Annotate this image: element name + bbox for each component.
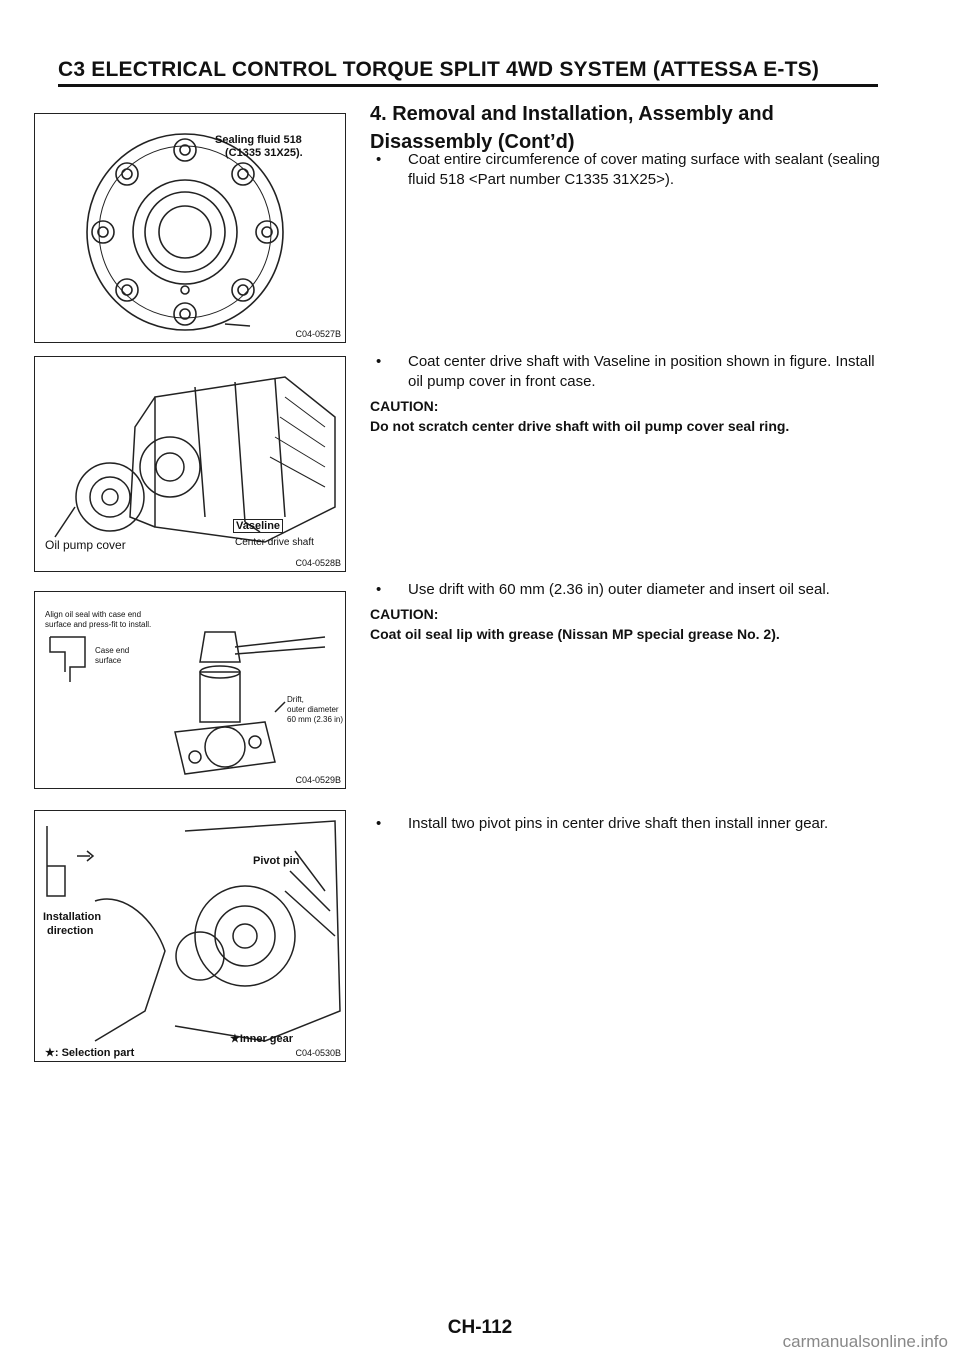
bullet: •	[376, 581, 382, 598]
instruction-2	[370, 352, 890, 436]
section-title-line2: Disassembly (Cont’d)	[370, 131, 575, 153]
label-drift-3: 60 mm (2.36 in)	[287, 715, 344, 724]
label-case-end-2: surface	[95, 656, 122, 665]
section-title-line1: 4. Removal and Installation, Assembly and	[370, 103, 774, 125]
instruction-text: Coat entire circumference of cover mating surface with sealant (sealing fluid 518 <Part number C1335 31X25>).	[408, 151, 880, 188]
figure-code: C04-0527B	[295, 329, 341, 339]
bullet: •	[376, 353, 382, 370]
instruction-4	[370, 814, 890, 834]
label-vaseline: Vaseline	[233, 519, 283, 533]
figure-oil-seal-drift	[34, 591, 346, 789]
label-direction: direction	[47, 925, 94, 937]
label-installation: Installation	[43, 911, 102, 923]
figure-code: C04-0528B	[295, 558, 341, 568]
instruction-text: Coat center drive shaft with Vaseline in position shown in figure. Install oil pump cover in front case.	[408, 353, 875, 390]
label-sealing-fluid: Sealing fluid 518	[215, 134, 302, 146]
figure-cover-sealant	[34, 113, 346, 343]
figure-code: C04-0529B	[295, 775, 341, 785]
label-inner-gear: ★Inner gear	[230, 1033, 294, 1045]
instruction-1	[370, 150, 890, 190]
instruction-text: Use drift with 60 mm (2.36 in) outer diameter and insert oil seal.	[408, 581, 830, 598]
instruction-3	[370, 580, 890, 644]
label-drift-1: Drift,	[287, 695, 304, 704]
watermark: carmanualsonline.info	[782, 1332, 948, 1351]
label-oil-pump-cover: Oil pump cover	[45, 538, 126, 552]
label-pivot-pin: Pivot pin	[253, 855, 300, 867]
instruction-text: Install two pivot pins in center drive shaft then install inner gear.	[408, 815, 829, 832]
label-sealing-part: (C1335 31X25).	[225, 147, 303, 159]
figure-pivot-pin-inner-gear	[34, 810, 346, 1062]
caution-label: CAUTION:	[370, 398, 439, 414]
caution-label: CAUTION:	[370, 606, 439, 622]
label-align-oil-seal-2: surface and press-fit to install.	[45, 620, 152, 629]
figure-oil-pump-cover	[34, 356, 346, 572]
page-number: CH-112	[447, 1317, 513, 1338]
label-drift-2: outer diameter	[287, 705, 339, 714]
bullet: •	[376, 151, 382, 168]
label-case-end-1: Case end	[95, 646, 130, 655]
bullet: •	[376, 815, 382, 832]
page-header-title: C3 ELECTRICAL CONTROL TORQUE SPLIT 4WD SYSTEM (ATTESSA E-TS)	[58, 58, 878, 87]
section-title	[370, 100, 890, 156]
label-center-drive-shaft: Center drive shaft	[235, 537, 314, 548]
caution-text: Do not scratch center drive shaft with oil pump cover seal ring.	[370, 418, 790, 434]
label-align-oil-seal-1: Align oil seal with case end	[45, 610, 142, 619]
label-selection-part: ★: Selection part	[45, 1047, 135, 1059]
caution-text: Coat oil seal lip with grease (Nissan MP special grease No. 2).	[370, 626, 780, 642]
figure-code: C04-0530B	[295, 1048, 341, 1058]
